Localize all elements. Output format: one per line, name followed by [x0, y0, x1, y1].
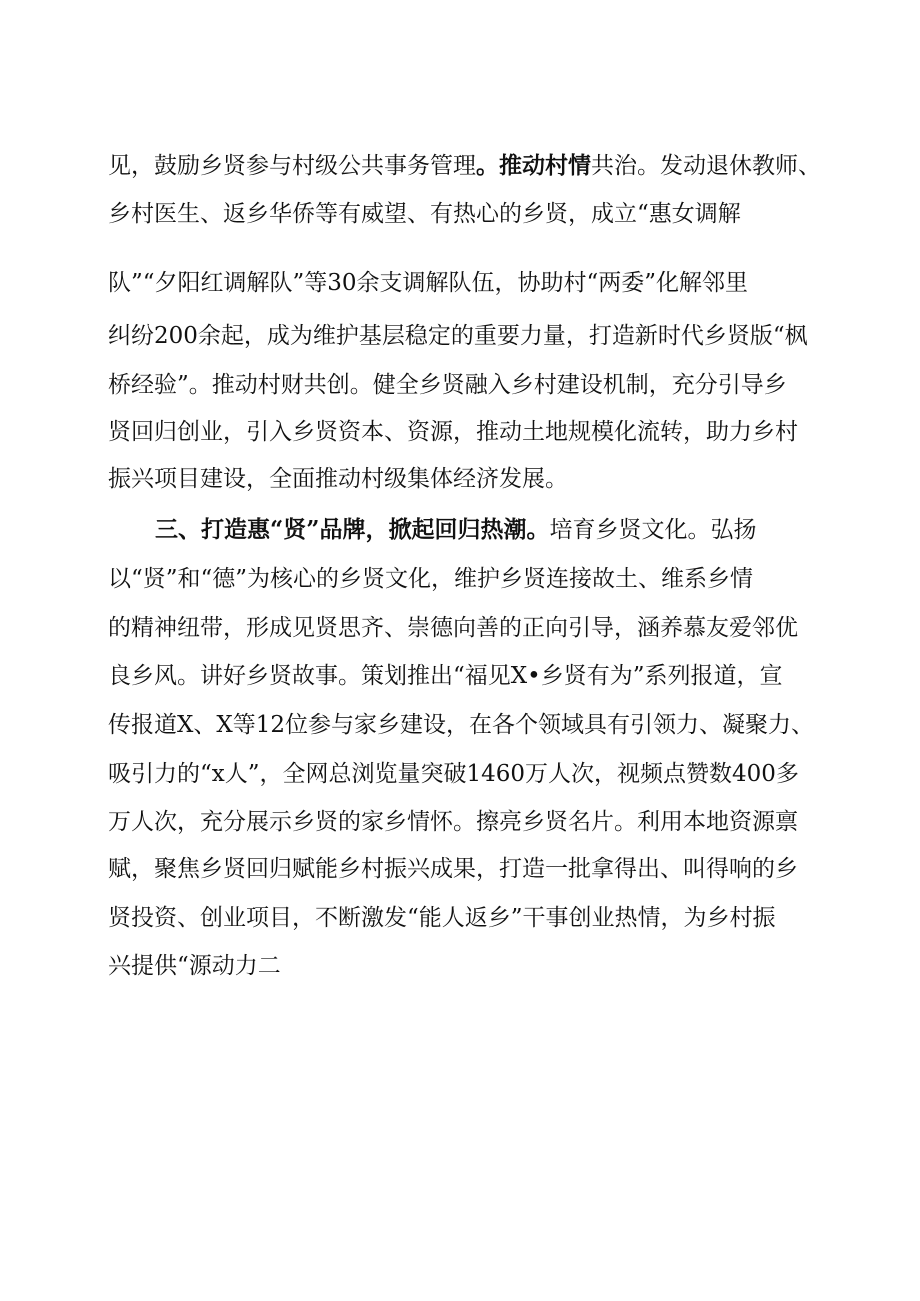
text-run: 振兴项目建设，全面推动村级集体经济发展。 — [108, 466, 568, 492]
paragraph-line — [108, 150, 828, 182]
paragraph-line — [108, 950, 828, 982]
paragraph-line — [108, 902, 828, 934]
text-run: 万人次，充分展示乡贤的家乡情怀。擦亮乡贤名片。利用本地资源禀 — [108, 809, 798, 835]
text-run: 吸引力的“x人”，全网总浏览量突破1460万人次，视频点赞数400多 — [108, 761, 799, 787]
paragraph-line — [108, 416, 828, 448]
text-run: 见，鼓励乡贤参与村级公共事务管理 — [108, 153, 476, 179]
text-run: 队”“夕阳红调解队”等30余支调解队伍，协助村“两委”化解邻里 — [108, 270, 749, 296]
paragraph-line — [108, 612, 828, 644]
paragraph-line — [108, 563, 828, 595]
paragraph-line — [108, 806, 828, 838]
paragraph-line — [155, 514, 875, 546]
text-run: 桥经验”。推动村财共创。健全乡贤融入乡村建设机制，充分引导乡 — [108, 372, 787, 398]
text-run: 良乡风。讲好乡贤故事。策划推出“福见X•乡贤有为”系列报道，宣 — [108, 663, 783, 689]
paragraph-line — [108, 758, 828, 790]
text-run: 乡村医生、返乡华侨等有威望、有热心的乡贤，成立“惠女调解 — [108, 201, 741, 227]
paragraph-line — [108, 660, 828, 692]
text-run: 兴提供“源动力二 — [108, 953, 281, 979]
text-run: 的精神纽带，形成见贤思齐、崇德向善的正向引导，涵养慕友爱邻优 — [108, 615, 798, 641]
paragraph-line — [108, 463, 828, 495]
paragraph-line — [108, 709, 828, 741]
paragraph-line — [108, 853, 828, 885]
text-run: 赋，聚焦乡贤回归赋能乡村振兴成果，打造一批拿得出、叫得响的乡 — [108, 856, 798, 882]
text-run: 以“贤”和“德”为核心的乡贤文化，维护乡贤连接故土、维系乡情 — [108, 566, 754, 592]
text-run: 共治。发动退休教师、 — [591, 153, 821, 179]
text-run: 培育乡贤文化。弘扬 — [549, 517, 757, 543]
text-run: 贤投资、创业项目，不断激发“能人返乡”干事创业热情，为乡村振 — [108, 905, 776, 931]
paragraph-line — [108, 267, 828, 299]
paragraph-line — [108, 320, 828, 352]
text-run: 纠纷200余起，成为维护基层稳定的重要力量，打造新时代乡贤版“枫 — [108, 323, 808, 349]
text-run: 传报道X、X等12位参与家乡建设，在各个领域具有引领力、凝聚力、 — [108, 712, 815, 738]
text-run: 贤回归创业，引入乡贤资本、资源，推动土地规模化流转，助力乡村 — [108, 419, 798, 445]
section-heading: 三、打造惠“贤”品牌，掀起回归热潮。 — [155, 516, 550, 543]
paragraph-line — [108, 369, 828, 401]
bold-heading-run: 。推动村情 — [476, 152, 591, 179]
paragraph-line — [108, 198, 828, 230]
